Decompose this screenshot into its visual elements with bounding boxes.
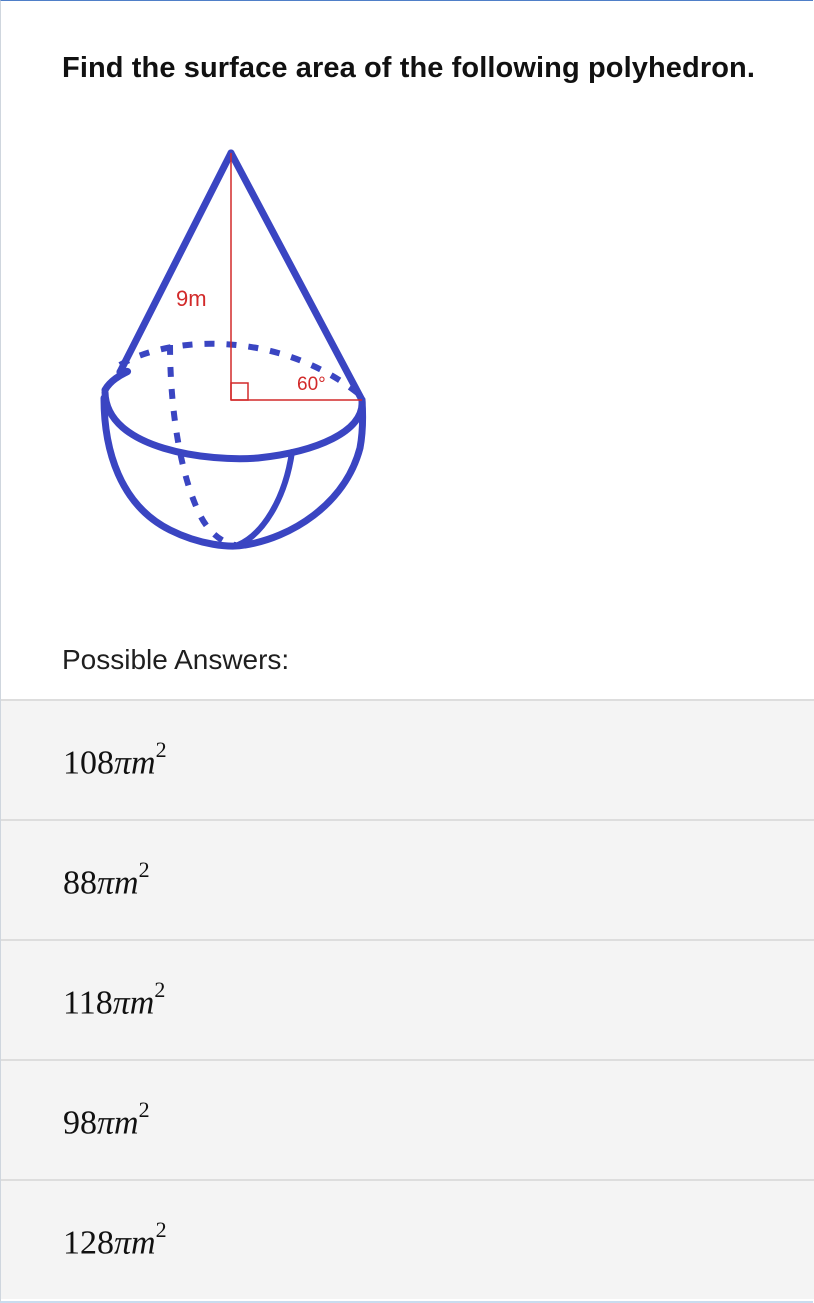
- answer-value: $108\pi m^2$: [63, 737, 167, 782]
- answer-value: $118\pi m^2$: [63, 977, 166, 1022]
- answer-option-4[interactable]: [1, 1059, 814, 1179]
- answer-list: [1, 699, 814, 1299]
- answer-option-2[interactable]: [1, 819, 814, 939]
- right-angle-mark: [231, 383, 248, 400]
- answer-option-1[interactable]: [1, 699, 814, 819]
- question-text: Find the surface area of the following polyhedron.: [62, 52, 755, 84]
- solid-outline: [104, 153, 363, 546]
- cone-left-edge: [120, 153, 231, 372]
- possible-answers-heading: Possible Answers:: [62, 644, 290, 675]
- hemisphere-outline: [104, 398, 363, 546]
- cone-hemisphere-figure: [95, 145, 375, 555]
- cone-right-edge: [231, 153, 362, 400]
- answer-value: $98\pi m^2$: [63, 1097, 150, 1142]
- answer-value: $88\pi m^2$: [63, 857, 150, 902]
- answer-option-5[interactable]: [1, 1179, 814, 1299]
- height-label: 9m: [176, 286, 207, 311]
- hemisphere-hidden-meridian: [170, 345, 236, 545]
- answer-option-3[interactable]: [1, 939, 814, 1059]
- angle-label: 60°: [297, 374, 326, 395]
- answer-value: $128\pi m^2$: [63, 1217, 167, 1262]
